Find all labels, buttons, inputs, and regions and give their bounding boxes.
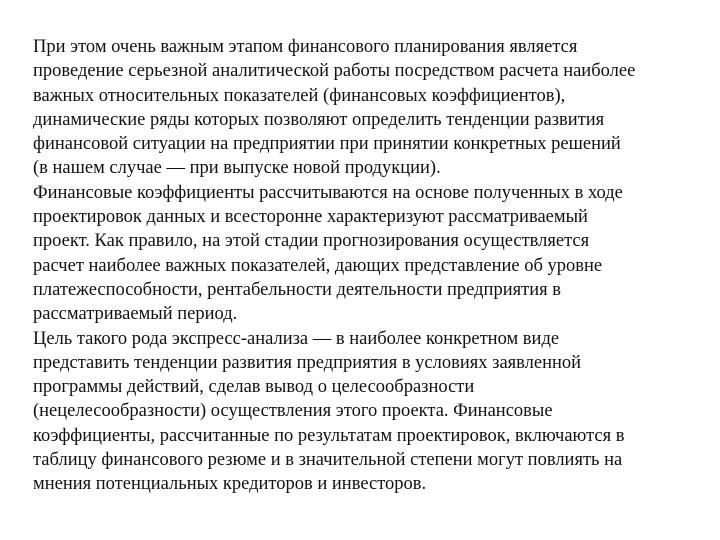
- text-line: коэффициенты, рассчитанные по результатам проектировок, включаются в: [33, 425, 625, 446]
- text-line: (в нашем случае — при выпуске новой продукции).: [33, 158, 441, 179]
- text-line: платежеспособности, рентабельности деятельности предприятия в: [33, 279, 561, 300]
- text-line: Финансовые коэффициенты рассчитываются на основе полученных в ходе: [33, 182, 623, 203]
- text-line: динамические ряды которых позволяют определить тенденции развития: [33, 109, 605, 130]
- text-line: проект. Как правило, на этой стадии прогнозирования осуществляется: [33, 231, 590, 252]
- text-line: При этом очень важным этапом финансового планирования является: [33, 37, 578, 57]
- text-line: расчет наиболее важных показателей, дающих представление об уровне: [33, 255, 603, 276]
- body-text: [33, 35, 693, 497]
- text-line: Цель такого рода экспресс-анализа — в наиболее конкретном виде: [33, 328, 560, 349]
- text-line: (нецелесообразности) осуществления этого проекта. Финансовые: [33, 401, 553, 422]
- text-line: проведение серьезной аналитической работы посредством расчета наиболее: [33, 61, 636, 82]
- text-line: проектировок данных и всесторонне характеризуют рассматриваемый: [33, 207, 588, 228]
- text-line: таблицу финансового резюме и в значительной степени могут повлиять на: [33, 450, 623, 471]
- text-line: важных относительных показателей (финансовых коэффициентов),: [33, 85, 566, 106]
- text-line: мнения потенциальных кредиторов и инвесторов.: [33, 474, 427, 495]
- text-line: программы действий, сделав вывод о целесообразности: [33, 377, 475, 398]
- text-line: финансовой ситуации на предприятии при принятии конкретных решений: [33, 134, 621, 155]
- text-line: представить тенденции развития предприятия в условиях заявленной: [33, 352, 582, 373]
- text-line: рассматриваемый период.: [33, 304, 238, 325]
